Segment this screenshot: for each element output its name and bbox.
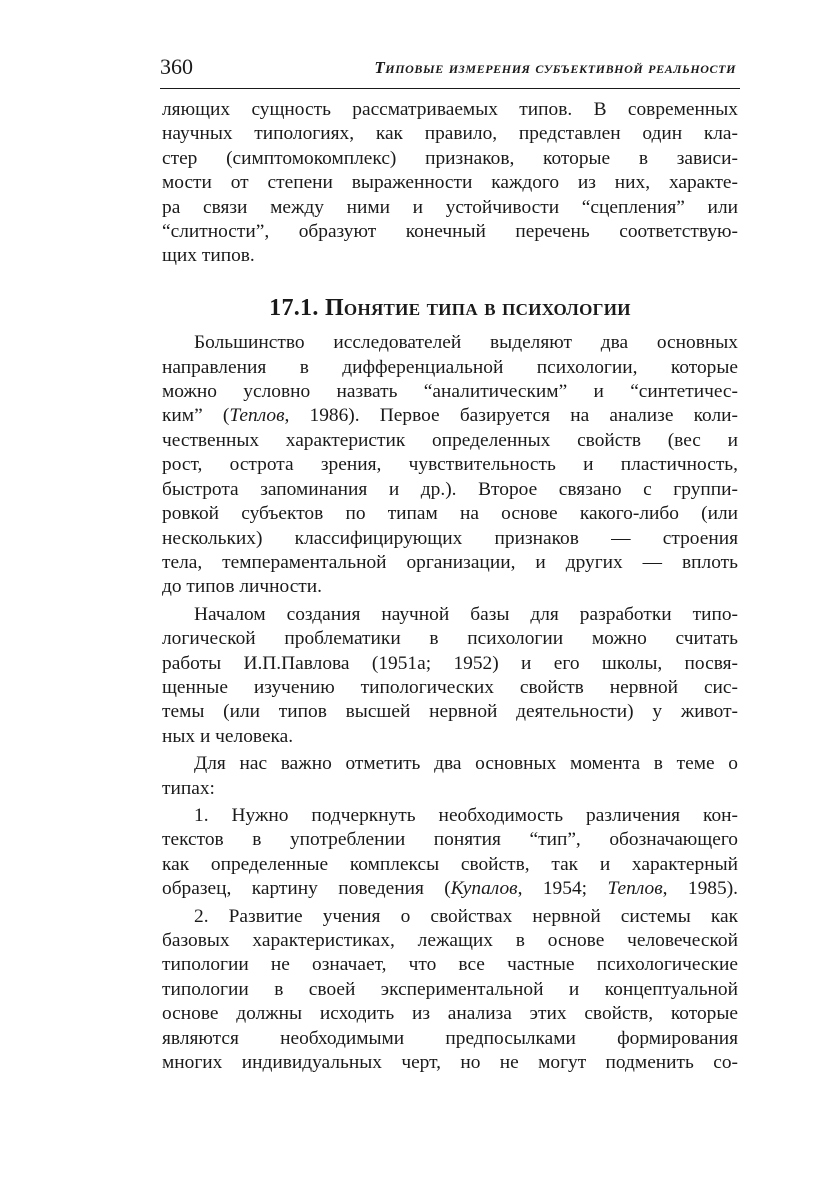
text-line: темы (или типов высшей нервной деятельности) у живот- [162, 701, 738, 723]
text-line: Большинство исследователей выделяют два основных [194, 332, 738, 354]
text-line: работы И.П.Павлова (1951а; 1952) и его школы, посвя- [162, 652, 738, 674]
body-text [162, 98, 738, 1075]
paragraph-2 [162, 603, 738, 749]
text-line: можно условно назвать “аналитическим” и “синтетичес- [162, 381, 738, 403]
text-line: направления в дифференциальной психологии, которые [162, 356, 738, 378]
text-line: ных и человека. [162, 725, 294, 747]
text-line: нескольких) классифицирующих признаков — строения [162, 527, 738, 549]
text-line: образец, картину поведения (Купалов, 1954; Теплов, 1985). [162, 878, 738, 900]
text-line: 2. Развитие учения о свойствах нервной системы как [194, 905, 738, 927]
text-line: стер (симптомокомплекс) признаков, которые в зависи- [162, 147, 738, 169]
text-line: 1. Нужно подчеркнуть необходимость различения кон- [194, 804, 738, 826]
text-line: ровкой субъектов по типам на основе какого-либо (или [162, 503, 738, 525]
running-title: Типовые измерения субъективной реальности [374, 58, 736, 77]
text-line: быстрота запоминания и др.). Второе связано с группи- [162, 478, 738, 500]
section-heading: 17.1. Понятие типа в психологии [269, 294, 631, 321]
text-line: тела, темпераментальной организации, и других — вплоть [162, 551, 738, 573]
page-header [160, 52, 740, 89]
text-line: щенные изучению типологических свойств нервной сис- [162, 676, 738, 698]
text-line: рост, острота зрения, чувствительность и пластичность, [162, 454, 738, 476]
page-number: 360 [160, 54, 193, 79]
paragraph-5 [162, 905, 738, 1076]
text-line: являются необходимыми предпосылками формирования [162, 1027, 738, 1049]
text-line: Для нас важно отметить два основных момента в теме о [194, 753, 738, 775]
paragraph-3 [162, 752, 738, 801]
text-line: чественных характеристик определенных свойств (вес и [162, 429, 738, 451]
intro-paragraph [162, 98, 738, 269]
text-line: основе должны исходить из анализа этих свойств, которые [162, 1003, 738, 1025]
text-line: базовых характеристиках, лежащих в основе человеческой [162, 930, 738, 951]
text-line: многих индивидуальных черт, но не могут подменить со- [162, 1052, 738, 1074]
text-line: щих типов. [162, 245, 255, 267]
text-line: логической проблематики в психологии можно считать [162, 628, 738, 650]
text-line: типах: [162, 777, 215, 799]
paragraph-1 [162, 331, 738, 599]
text-line: ким” (Теплов, 1986). Первое базируется на анализе коли- [162, 405, 738, 427]
text-line: ра связи между ними и устойчивости “сцепления” или [162, 196, 738, 218]
text-line: текстов в употреблении понятия “тип”, обозначающего [162, 829, 738, 851]
text-line: Началом создания научной базы для разработки типо- [194, 603, 738, 625]
text-line: типологии не означает, что все частные психологические [162, 954, 738, 976]
text-line: мости от степени выраженности каждого из них, характе- [162, 172, 738, 194]
text-line: научных типологиях, как правило, представлен один кла- [162, 123, 738, 145]
text-line: как определенные комплексы свойств, так и характерный [162, 853, 738, 875]
paragraph-4 [162, 804, 738, 902]
text-line: типологии в своей экспериментальной и концептуальной [162, 978, 738, 1000]
text-line: до типов личности. [162, 576, 323, 598]
text-line: “слитности”, образуют конечный перечень соответствую- [162, 221, 738, 243]
text-line: ляющих сущность рассматриваемых типов. В современных [162, 99, 738, 120]
